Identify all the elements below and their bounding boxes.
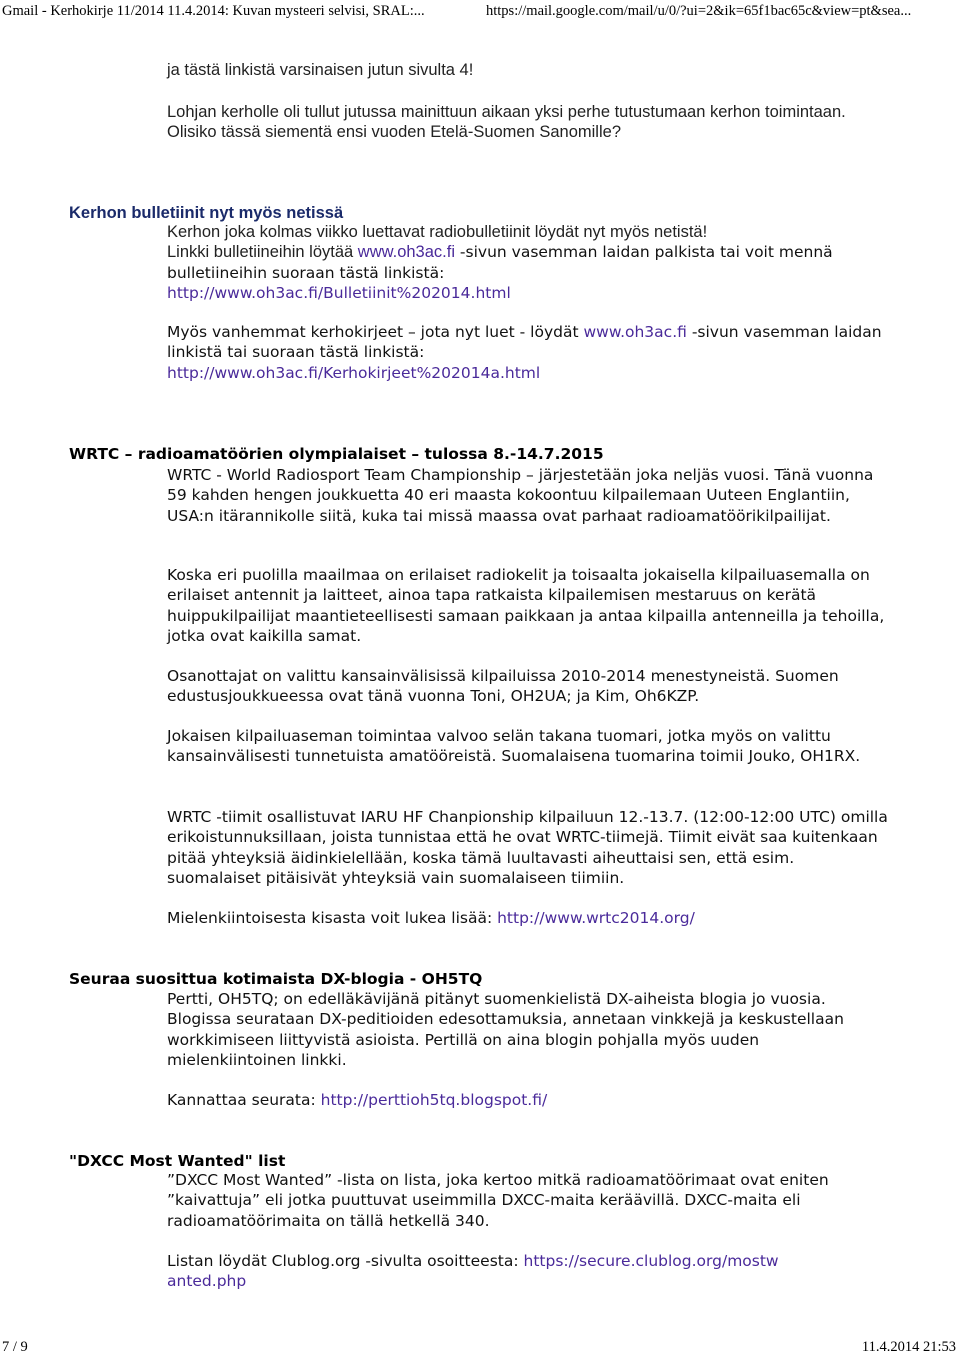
bulletins-line2-post: -sivun vasemman laidan palkista tai voit mennä bulletiineihin suoraan tästä linkistä: (167, 243, 833, 282)
dxcc-p2-pre: Listan löydät Clublog.org -sivulta osoitteesta: (167, 1252, 524, 1270)
old-site-link[interactable]: www.oh3ac.fi (583, 323, 687, 341)
intro-paragraph (167, 102, 867, 143)
bulletins-section (167, 222, 857, 304)
dxcc-p1: ”DXCC Most Wanted” -lista on lista, joka kertoo mitkä radioamatöörimaat ovat eniten ”kaivattuja” eli jotka puuttuvat useimmilla DXCC-maita keräävillä. DXCC-maita eli radioamatöörimaita on tällä hetkellä 340. (167, 1171, 829, 1230)
wrtc-p6 (167, 908, 907, 928)
bulletins-line1: Kerhon joka kolmas viikko luettavat radiobulletiinit löydät nyt myös netistä! (167, 223, 708, 241)
dxblog-p2 (167, 1090, 907, 1110)
wrtc-heading: WRTC – radioamatöörien olympialaiset – tulossa 8.-14.7.2015 (69, 445, 604, 463)
header-title: Gmail - Kerhokirje 11/2014 11.4.2014: Kuvan mysteeri selvisi, SRAL:... (2, 3, 425, 19)
site-link[interactable]: www.oh3ac.fi (357, 243, 455, 262)
wrtc-link[interactable]: http://www.wrtc2014.org/ (497, 909, 695, 927)
header-url: https://mail.google.com/mail/u/0/?ui=2&ik=65f1bac65c&view=pt&sea... (486, 3, 912, 19)
bulletins-heading: Kerhon bulletiinit nyt myös netissä (69, 204, 344, 222)
old-letters-section (167, 322, 887, 383)
old-letters-pre: Myös vanhemmat kerhokirjeet – jota nyt luet - löydät (167, 323, 584, 341)
old-letters-post: -sivun vasemman laidan linkistä tai suoraan tästä linkistä: (167, 323, 882, 362)
old-letters-text (167, 322, 887, 363)
dxblog-p1: Pertti, OH5TQ; on edelläkävijänä pitänyt suomenkielistä DX-aiheista blogia jo vuosia. Blogissa seurataan DX-peditioiden edesottamuksia, annetaan vinkkejä ja keskustellaan workkimiseen liittyvistä asioista. Pertillä on aina blogin pohjalla myös uuden mielenkiintoinen linkki. (167, 990, 844, 1070)
wrtc-p3: Osanottajat on valittu kansainvälisissä kilpailuissa 2010-2014 menestyneistä. Suomen edustusjoukkueessa ovat tänä vuonna Toni, OH2UA; ja Kim, Oh6KZP. (167, 667, 839, 706)
wrtc-p1: WRTC - World Radiosport Team Championship – järjestetään joka neljäs vuosi. Tänä vuonna 59 kahden hengen joukkuetta 40 eri maasta kokoontuu kilpailemaan Uuteen Englantiin, USA:n itärannikolle siitä, kuka tai missä maassa ovat parhaat radioamatöörikilpailijat. (167, 466, 874, 525)
intro-line (167, 60, 907, 80)
dxcc-p2 (167, 1251, 787, 1292)
intro-para-text: Lohjan kerholle oli tullut jutussa mainittuun aikaan yksi perhe tutustumaan kerhon toimintaan. Olisiko tässä siementä ensi vuoden Etelä-Suomen Sanomille? (167, 103, 846, 142)
dxcc-heading: "DXCC Most Wanted" list (69, 1152, 286, 1170)
letters-link[interactable]: http://www.oh3ac.fi/Kerhokirjeet%202014a.html (167, 363, 541, 382)
wrtc-p5: WRTC -tiimit osallistuvat IARU HF Chanpionship kilpailuun 12.-13.7. (12:00-12:00 UTC) omilla erikoistunnuksillaan, joista tunnistaa että he ovat WRTC-tiimejä. Tiimit eivät saa kuitenkaan pitää yhteyksiä äidinkielellään, koska tämä luultavasti aiheuttaisi sen, että esim. suomalaiset pitäisivät yhteyksiä vain suomalaiseen tiimiin. (167, 808, 888, 888)
intro-text: ja tästä linkistä varsinaisen jutun sivulta 4! (167, 61, 474, 79)
wrtc-p4: Jokaisen kilpailuaseman toimintaa valvoo selän takana tuomari, jotka myös on valittu kansainvälisesti tunnetuista amatööreistä. Suomalaisena tuomarina toimii Jouko, OH1RX. (167, 727, 861, 766)
print-header (0, 0, 960, 22)
print-datetime: 11.4.2014 21:53 (861, 1339, 956, 1355)
dxblog-heading: Seuraa suosittua kotimaista DX-blogia - OH5TQ (69, 970, 483, 988)
clublog-link[interactable]: https://secure.clublog.org/mostwanted.php (167, 1252, 779, 1291)
bulletins-line2-pre: Linkki bulletiineihin löytää (167, 243, 358, 262)
dxblog-p2-pre: Kannattaa seurata: (167, 1091, 321, 1109)
print-footer (0, 1339, 960, 1357)
bulletins-link[interactable]: http://www.oh3ac.fi/Bulletiinit%202014.html (167, 284, 511, 303)
page-number: 7 / 9 (2, 1339, 28, 1355)
wrtc-p2: Koska eri puolilla maailmaa on erilaiset radiokelit ja toisaalta jokaisella kilpailuasemalla on erilaiset antennit ja laitteet, ainoa tapa ratkaista kilpailemisen mestaruus on kerätä huippukilpailijat maantieteellisesti samaan paikkaan ja antaa kilpailla antenneilla ja tehoilla, jotka ovat kaikilla samat. (167, 566, 885, 646)
bulletins-line2 (167, 242, 857, 283)
wrtc-p6-pre: Mielenkiintoisesta kisasta voit lukea lisää: (167, 909, 498, 927)
blog-link[interactable]: http://perttioh5tq.blogspot.fi/ (320, 1091, 548, 1109)
